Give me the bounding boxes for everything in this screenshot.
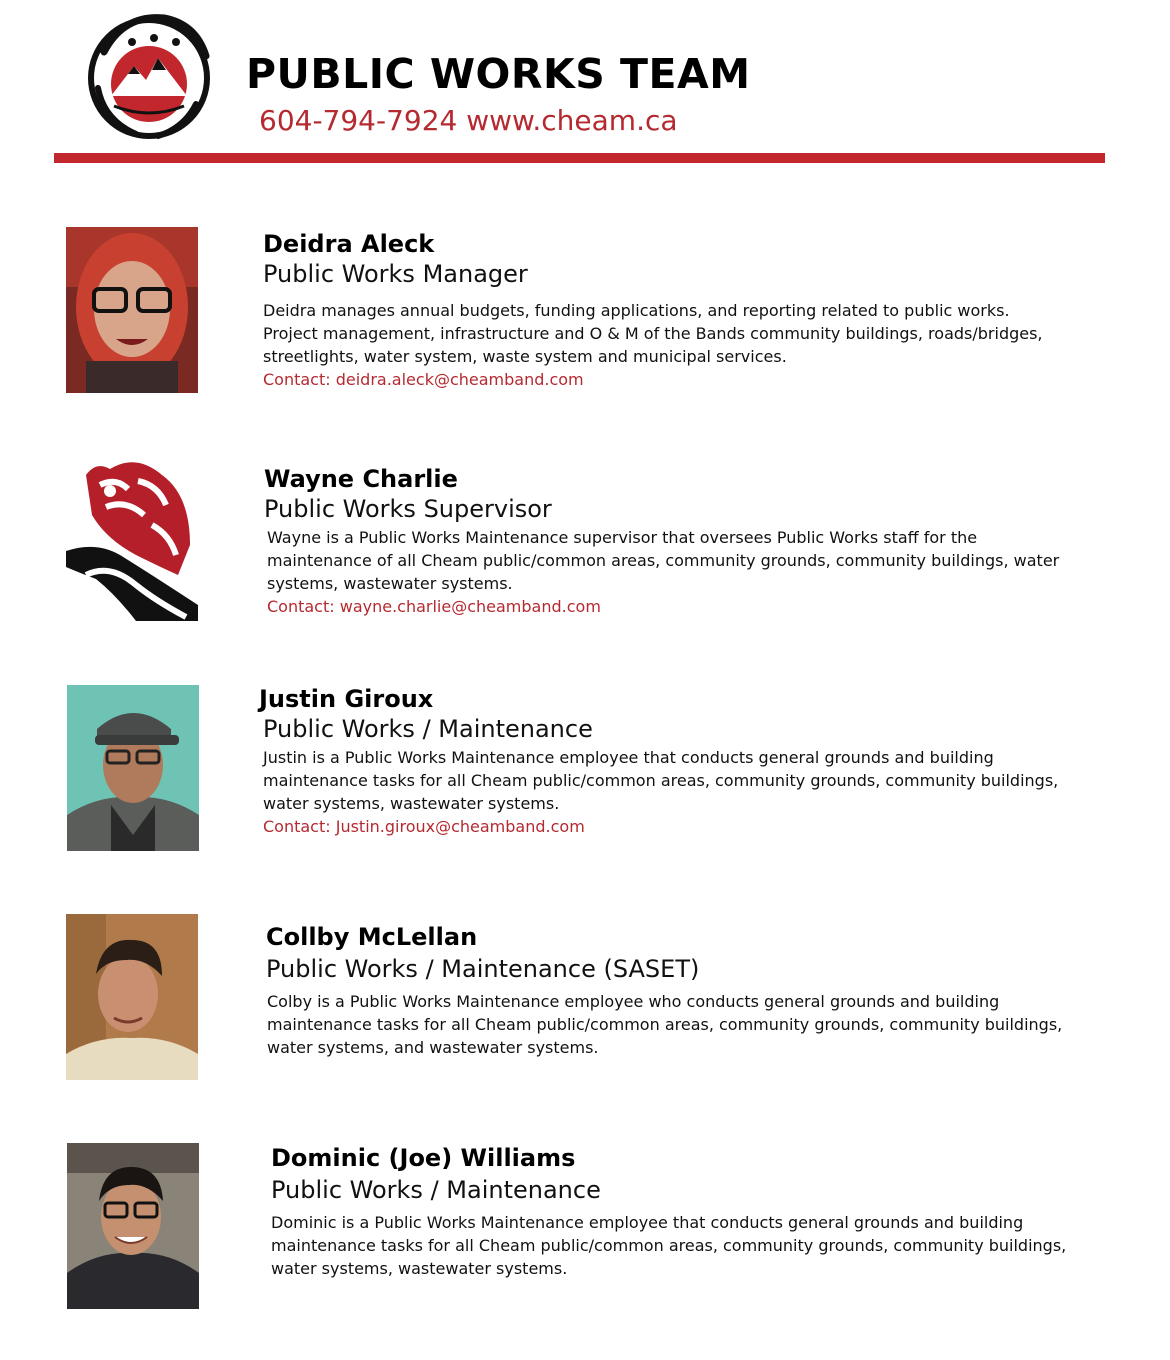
member-role: Public Works Supervisor <box>264 495 552 523</box>
member-photo-dominic <box>67 1143 199 1309</box>
member-role: Public Works / Maintenance <box>271 1176 601 1204</box>
cheam-logo <box>84 8 214 142</box>
member-photo-justin <box>67 685 199 851</box>
member-name: Dominic (Joe) Williams <box>271 1144 576 1172</box>
member-photo-collby <box>66 914 198 1080</box>
page-title: PUBLIC WORKS TEAM <box>246 50 751 98</box>
header-contact-line: 604-794-7924 www.cheam.ca <box>259 104 678 137</box>
member-photo-wayne <box>66 455 198 621</box>
member-name: Deidra Aleck <box>263 230 435 258</box>
member-card <box>263 229 1063 391</box>
member-bio: Dominic is a Public Works Maintenance employee that conducts general grounds and building maintenance tasks for all Cheam public/common areas, community grounds, community buildings, water systems, wastewater systems. <box>271 1213 1067 1278</box>
member-photo-deidra <box>66 227 198 393</box>
member-card <box>264 464 1074 618</box>
member-contact[interactable]: Contact: deidra.aleck@cheamband.com <box>263 370 584 389</box>
member-contact[interactable]: Contact: Justin.giroux@cheamband.com <box>263 817 585 836</box>
member-bio: Justin is a Public Works Maintenance employee that conducts general grounds and building maintenance tasks for all Cheam public/common areas, community grounds, community buildings, water systems, wastewater systems. <box>263 748 1059 813</box>
member-role: Public Works / Maintenance (SASET) <box>266 955 700 983</box>
member-role: Public Works Manager <box>263 260 528 288</box>
member-name: Collby McLellan <box>266 923 478 951</box>
member-name: Justin Giroux <box>259 685 434 713</box>
member-card <box>266 922 1076 1059</box>
member-bio: Deidra manages annual budgets, funding applications, and reporting related to public works. Project management, infrastructure and O & M of the Bands community buildings, roads/bridges, streetlights, water system, waste system and municipal services. <box>263 301 1043 366</box>
member-role: Public Works / Maintenance <box>263 715 593 743</box>
member-bio: Wayne is a Public Works Maintenance supervisor that oversees Public Works staff for the maintenance of all Cheam public/common areas, community grounds, community buildings, water systems, wastewater systems. <box>267 528 1060 593</box>
header-divider <box>54 153 1105 163</box>
member-card <box>259 684 1069 838</box>
member-bio: Colby is a Public Works Maintenance employee who conducts general grounds and building maintenance tasks for all Cheam public/common areas, community grounds, community buildings, water systems, and wastewater systems. <box>267 992 1063 1057</box>
member-contact[interactable]: Contact: wayne.charlie@cheamband.com <box>267 597 601 616</box>
member-card <box>271 1143 1101 1280</box>
member-name: Wayne Charlie <box>264 465 458 493</box>
